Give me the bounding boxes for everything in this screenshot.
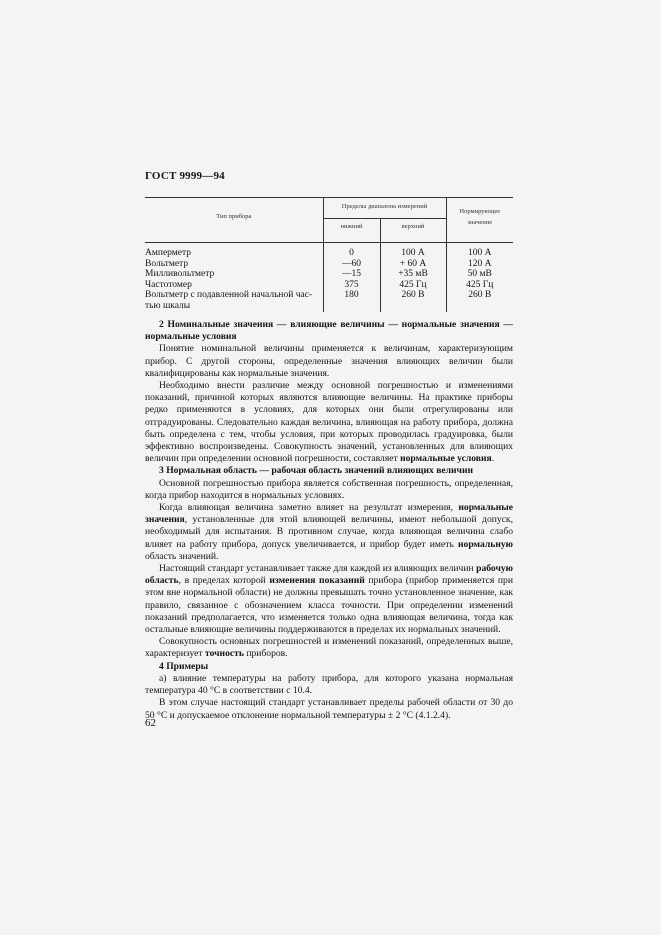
- cell-norm: 260 В: [446, 290, 513, 301]
- cell-lower: —15: [323, 269, 380, 280]
- header-range: Пределы диапазона измерений: [323, 198, 446, 218]
- emphasis: нормальные значения: [145, 502, 513, 526]
- header-upper: верхний: [380, 218, 446, 237]
- cell-upper: 260 В: [380, 290, 446, 301]
- cell-name: тью шкалы: [145, 300, 191, 311]
- cell-upper: 100 А: [380, 248, 446, 259]
- paragraph: В этом случае настоящий стандарт устанавливает пределы рабочей области от 30 до 50 °С и допускаемое отклонение нормальной температуры ± 2 °С (4.1.2.4).: [145, 697, 513, 721]
- cell-norm: 50 мВ: [446, 269, 513, 280]
- cell-name: Вольтметр с подавленной начальной час-: [145, 290, 313, 301]
- document-body: [145, 319, 513, 722]
- cell-norm: [446, 301, 513, 312]
- header-norm-line1: Нормирующее: [459, 207, 501, 215]
- cell-name: Вольтметр: [145, 258, 189, 269]
- emphasis: изменения показаний: [269, 575, 365, 587]
- cell-norm: 425 Гц: [446, 280, 513, 291]
- cell-upper: +35 мВ: [380, 269, 446, 280]
- table-row: [145, 259, 513, 270]
- section-2-heading: 2 Номинальные значения — влияющие величины — нормальные значения — нормальные условия: [145, 319, 513, 343]
- header-lower: нижний: [323, 218, 380, 237]
- cell-name: Частотомер: [145, 279, 192, 290]
- emphasis: рабочую область: [145, 563, 513, 587]
- header-instrument-type: Тип прибора: [216, 213, 252, 221]
- emphasis: нормальную: [458, 538, 513, 550]
- header-normalizing-value: [446, 198, 513, 237]
- paragraph: Когда влияющая величина заметно влияет на результат измерения, нормальные значения, установленные для этой влияющей величины, имеют небольшой допуск, необходимый для испытания. В противном случае, когда влияющая величина слабо влияет на работу прибора, допуск увеличивается, и прибор будет иметь нормальную область значений.: [145, 502, 513, 562]
- cell-norm: 100 А: [446, 248, 513, 259]
- table-row: [145, 269, 513, 280]
- paragraph: Понятие номинальной величины применяется к величинам, характеризующим прибор. С другой стороны, определенные значения влияющих величин были квалифицированы как нормальные значения.: [145, 343, 513, 379]
- instrument-range-table: [145, 197, 513, 312]
- emphasis: нормальные условия: [400, 453, 492, 465]
- cell-upper: [380, 301, 446, 312]
- paragraph: а) влияние температуры на работу прибора, для которого указана нормальная температура 40 °С в соответствии с 10.4.: [145, 672, 513, 697]
- document-header: ГОСТ 9999—94: [145, 170, 225, 182]
- cell-upper: 425 Гц: [380, 280, 446, 291]
- cell-name: Амперметр: [145, 248, 192, 258]
- paragraph: Настоящий стандарт устанавливает также для каждой из влияющих величин рабочую область, в пределах которой изменения показаний прибора (прибор применяется при этом вне нормальной области) не должны превышать точно установленное значение, как правило, связанное с обозначением класса точности. При определении изменений показаний предполагается, что изменяется только одна влияющая величина, тогда как остальные влияющие величины поддерживаются в пределах их нормальных значений.: [145, 563, 513, 636]
- cell-upper: + 60 А: [380, 259, 446, 270]
- cell-lower: [323, 301, 380, 312]
- emphasis: точность: [205, 648, 244, 660]
- table-row: [145, 248, 513, 259]
- cell-name: Милливольтметр: [145, 269, 215, 280]
- cell-norm: 120 А: [446, 259, 513, 270]
- section-3-heading: 3 Нормальная область — рабочая область значений влияющих величин: [159, 465, 474, 477]
- cell-lower: 375: [323, 280, 380, 291]
- table-row: [145, 301, 513, 312]
- table-row: [145, 290, 513, 301]
- cell-lower: 180: [323, 290, 380, 301]
- cell-lower: 0: [323, 248, 380, 259]
- paragraph: Необходимо внести различие между основной погрешностью и изменениями показаний, причиной которых являются влияющие величины. На практике приборы редко применяются в условиях, для которых они были отрегулированы или отградуированы. Следовательно каждая величина, влияющая на работу прибора, должна быть определена с тем, чтобы условия, при которых проводилась градуировка, были эффективно воспроизведены. Совокупность значений, установленных для влияющих величин при определении основной погрешности, составляет нормальные условия.: [145, 380, 513, 465]
- section-4-heading: 4 Примеры: [159, 660, 209, 672]
- paragraph: Совокупность основных погрешностей и изменений показаний, определенных выше, характеризует точность приборов.: [145, 636, 513, 660]
- page-number: 62: [145, 717, 156, 729]
- cell-lower: —60: [323, 259, 380, 270]
- paragraph: Основной погрешностью прибора является собственная погрешность, определенная, когда прибор находится в нормальных условиях.: [145, 477, 513, 501]
- header-norm-line2: значение: [467, 218, 493, 226]
- table-row: [145, 280, 513, 291]
